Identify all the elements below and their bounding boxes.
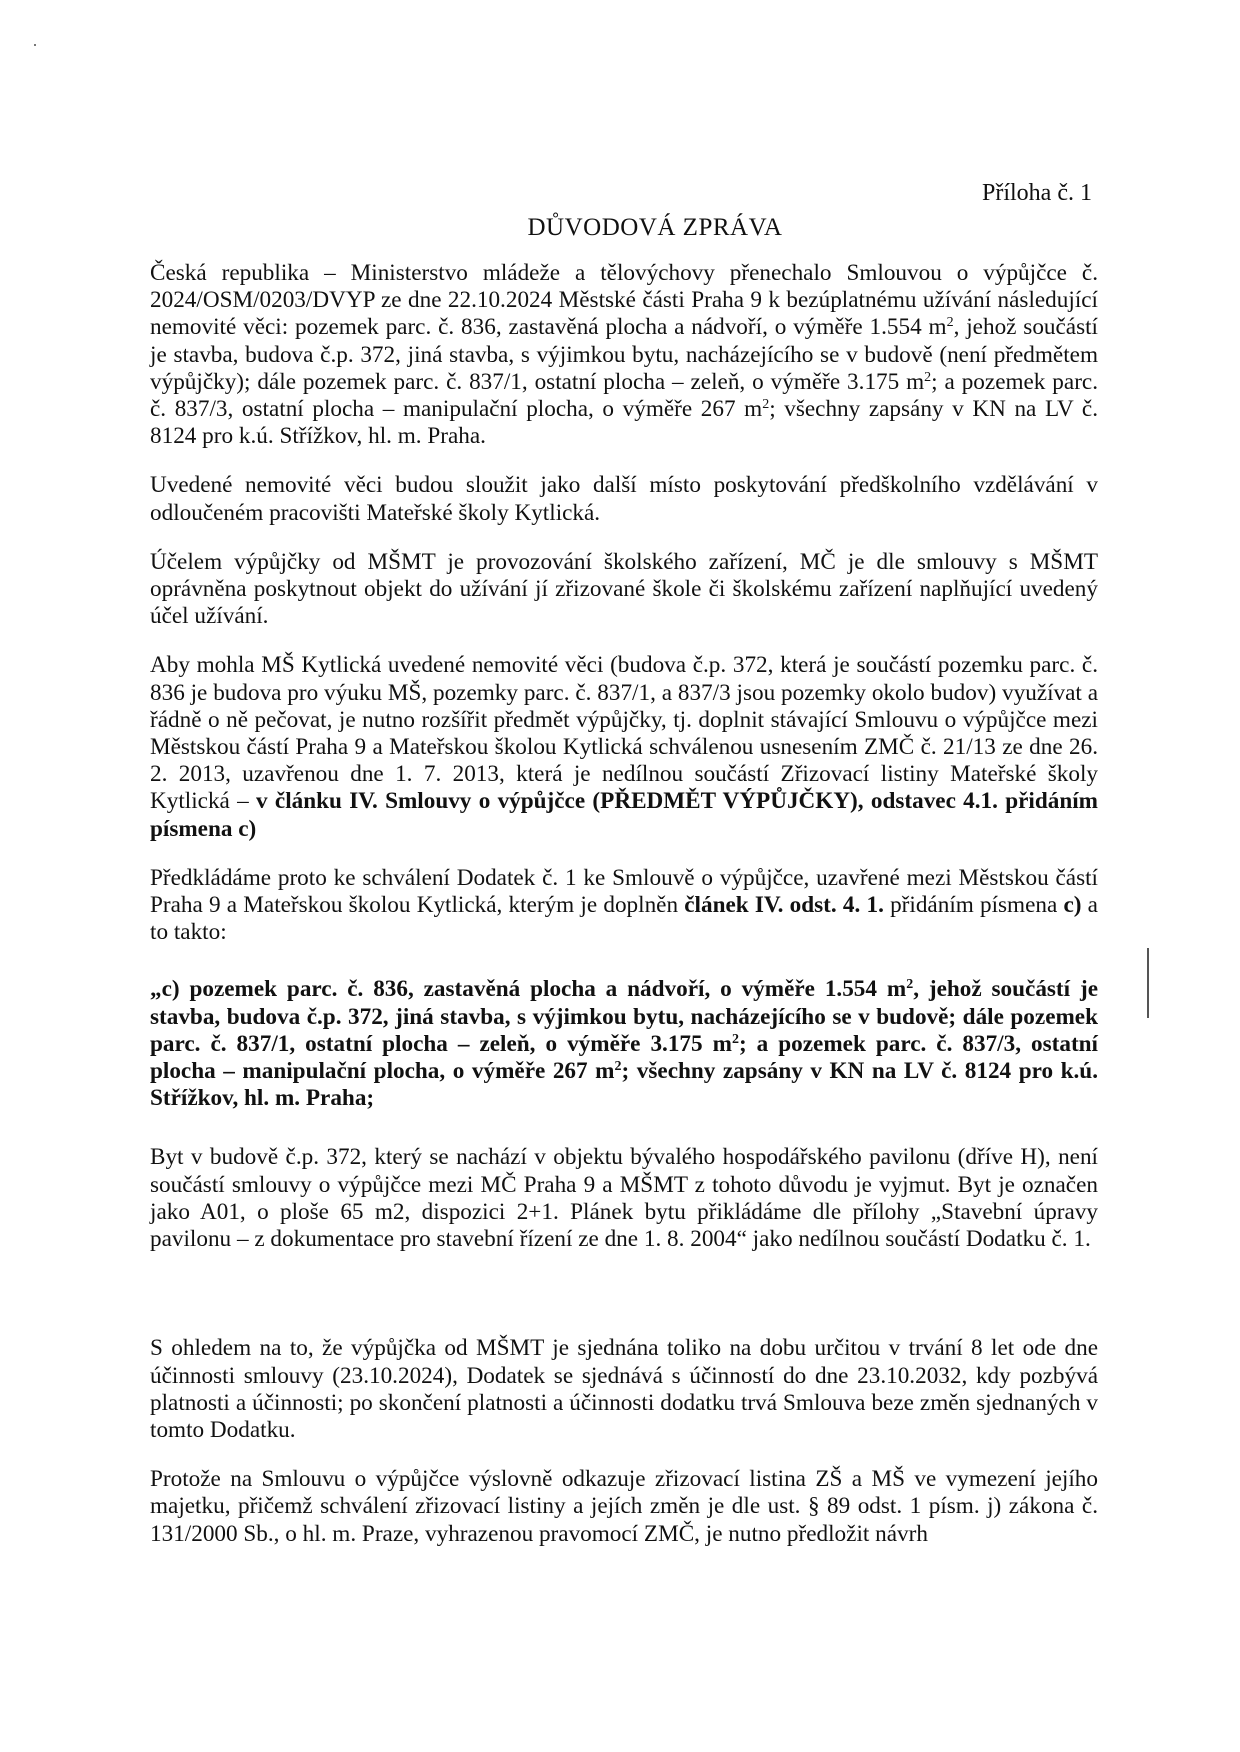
text-fragment: Aby mohla MŠ Kytlická uvedené nemovité věci (budova č.p. 372, která je součástí pozemku parc. č. 836 je budova pro výuku MŠ, pozemky parc. č. 837/1, a 837/3 jsou pozemky okolo budov) využívat a řádně o ně pečovat, je nutno rozšířit předmět výpůjčky, tj. doplnit stávající Smlouvu o výpůjčce mezi Městskou částí Praha 9 a Mateřskou školou Kytlická schválenou usnesením ZMČ č. 21/13 ze dne 26. 2. 2013, uzavřenou dne 1. 7. 2013, která je nedílnou součástí Zřizovací listiny Mateřské školy Kytlická – xyxy=(150,652,1098,815)
text-fragment: , jehož součástí je stavba, budova č.p. 372, jiná stavba, s výjimkou bytu, nacházejícího se v budově (není předmětem výpůjčky); dále pozemek parc. č. 837/1, ostatní plocha – zeleň, o výměře 3.175 m xyxy=(150,314,1099,395)
text-fragment-bold: v článku IV. Smlouvy o výpůjčce (PŘEDMĚT VÝPŮJČKY), odstavec 4.1. přidáním písmena c) xyxy=(150,788,1099,842)
document-title: DŮVODOVÁ ZPRÁVA xyxy=(527,214,783,241)
text-fragment-bold: c) xyxy=(1063,892,1082,919)
text-fragment-bold: článek IV. odst. 4. 1. xyxy=(684,892,884,919)
paragraph-extension xyxy=(150,652,1098,842)
text-fragment: ; a pozemek parc. č. 837/3, ostatní plocha – manipulační plocha, o výměře 267 m xyxy=(150,1030,1099,1085)
paragraph-purpose: Uvedené nemovité věci budou sloužit jako další místo poskytování předškolního vzdělávání v odloučeném pracovišti Mateřské školy Kytlická. xyxy=(150,472,1098,526)
document-body xyxy=(150,260,1098,1570)
superscript: 2 xyxy=(924,369,932,385)
superscript: 2 xyxy=(614,1059,622,1075)
text-fragment: ; a pozemek parc. č. 837/3, ostatní plocha – manipulační plocha, o výměře 267 m xyxy=(150,368,1098,423)
text-fragment: Česká republika – Ministerstvo mládeže a tělovýchovy přenechalo Smlouvou o výpůjčce č. 2024/OSM/0203/DVYP ze dne 22.10.2024 Městské části Praha 9 k bezúplatnému užívání následující nemovité věci: pozemek parc. č. 836, zastavěná plocha a nádvoří, o výměře 1.554 m xyxy=(150,260,1098,341)
paragraph-loan-agreement xyxy=(150,260,1098,450)
text-fragment: ; všechny zapsány v KN na LV č. 8124 pro k.ú. Střížkov, hl. m. Praha. xyxy=(150,396,1098,450)
text-fragment: a to takto: xyxy=(150,892,1098,946)
annex-label: Příloha č. 1 xyxy=(982,180,1092,206)
superscript: 2 xyxy=(762,397,770,413)
text-fragment: , jehož součástí je stavba, budova č.p. 372, jiná stavba, s výjimkou bytu, nacházejícího se v budově; dále pozemek parc. č. 837/1, ostatní plocha – zeleň, o výměře 3.175 m xyxy=(150,976,1098,1057)
paragraph-loan-purpose: Účelem výpůjčky od MŠMT je provozování školského zařízení, MČ je dle smlouvy s MŠMT oprávněna poskytnout objekt do užívání jí zřizované škole či školskému zařízení naplňující uvedený účel užívání. xyxy=(150,548,1098,630)
paragraph-duration: S ohledem na to, že výpůjčka od MŠMT je sjednána toliko na dobu určitou v trvání 8 let ode dne účinnosti smlouvy (23.10.2024), Dodatek se sjednává s účinností do dne 23.10.2032, kdy pozbývá platnosti a účinnosti; po skončení platnosti a účinnosti dodatku trvá Smlouva beze změn sjednaných v tomto Dodatku. xyxy=(150,1335,1098,1443)
scan-speck xyxy=(34,44,36,46)
text-fragment: „c) pozemek parc. č. 836, zastavěná plocha a nádvoří, o výměře 1.554 m xyxy=(150,976,907,1003)
paragraph-charter: Protože na Smlouvu o výpůjčce výslovně odkazuje zřizovací listina ZŠ a MŠ ve vymezení jejího majetku, přičemž schválení zřizovací listiny a jejích změn je dle ust. § 89 odst. 1 písm. j) zákona č. 131/2000 Sb., o hl. m. Praze, vyhrazenou pravomocí ZMČ, je nutno předložit návrh xyxy=(150,1466,1098,1547)
text-fragment: přidáním písmena xyxy=(883,892,1064,919)
paragraph-proposal xyxy=(150,865,1098,947)
margin-mark xyxy=(1147,948,1149,1018)
paragraph-amendment-text xyxy=(150,976,1098,1112)
paragraph-apartment: Byt v budově č.p. 372, který se nachází v objektu bývalého hospodářského pavilonu (dříve H), není součástí smlouvy o výpůjčce mezi MČ Praha 9 a MŠMT z tohoto důvodu je vyjmut. Byt je označen jako A01, o ploše 65 m2, dispozici 2+1. Plánek bytu přikládáme dle přílohy „Stavební úpravy pavilonu – z dokumentace pro stavební řízení ze dne 1. 8. 2004“ jako nedílnou součástí Dodatku č. 1. xyxy=(150,1144,1098,1253)
superscript: 2 xyxy=(906,977,914,993)
superscript: 2 xyxy=(946,315,954,331)
superscript: 2 xyxy=(731,1031,739,1047)
text-fragment: ; všechny zapsány v KN na LV č. 8124 pro k.ú. Střížkov, hl. m. Praha; xyxy=(150,1058,1099,1112)
text-fragment: Předkládáme proto ke schválení Dodatek č. 1 ke Smlouvě o výpůjčce, uzavřené mezi Městskou částí Praha 9 a Mateřskou školou Kytlická, kterým je doplněn xyxy=(150,864,1098,919)
